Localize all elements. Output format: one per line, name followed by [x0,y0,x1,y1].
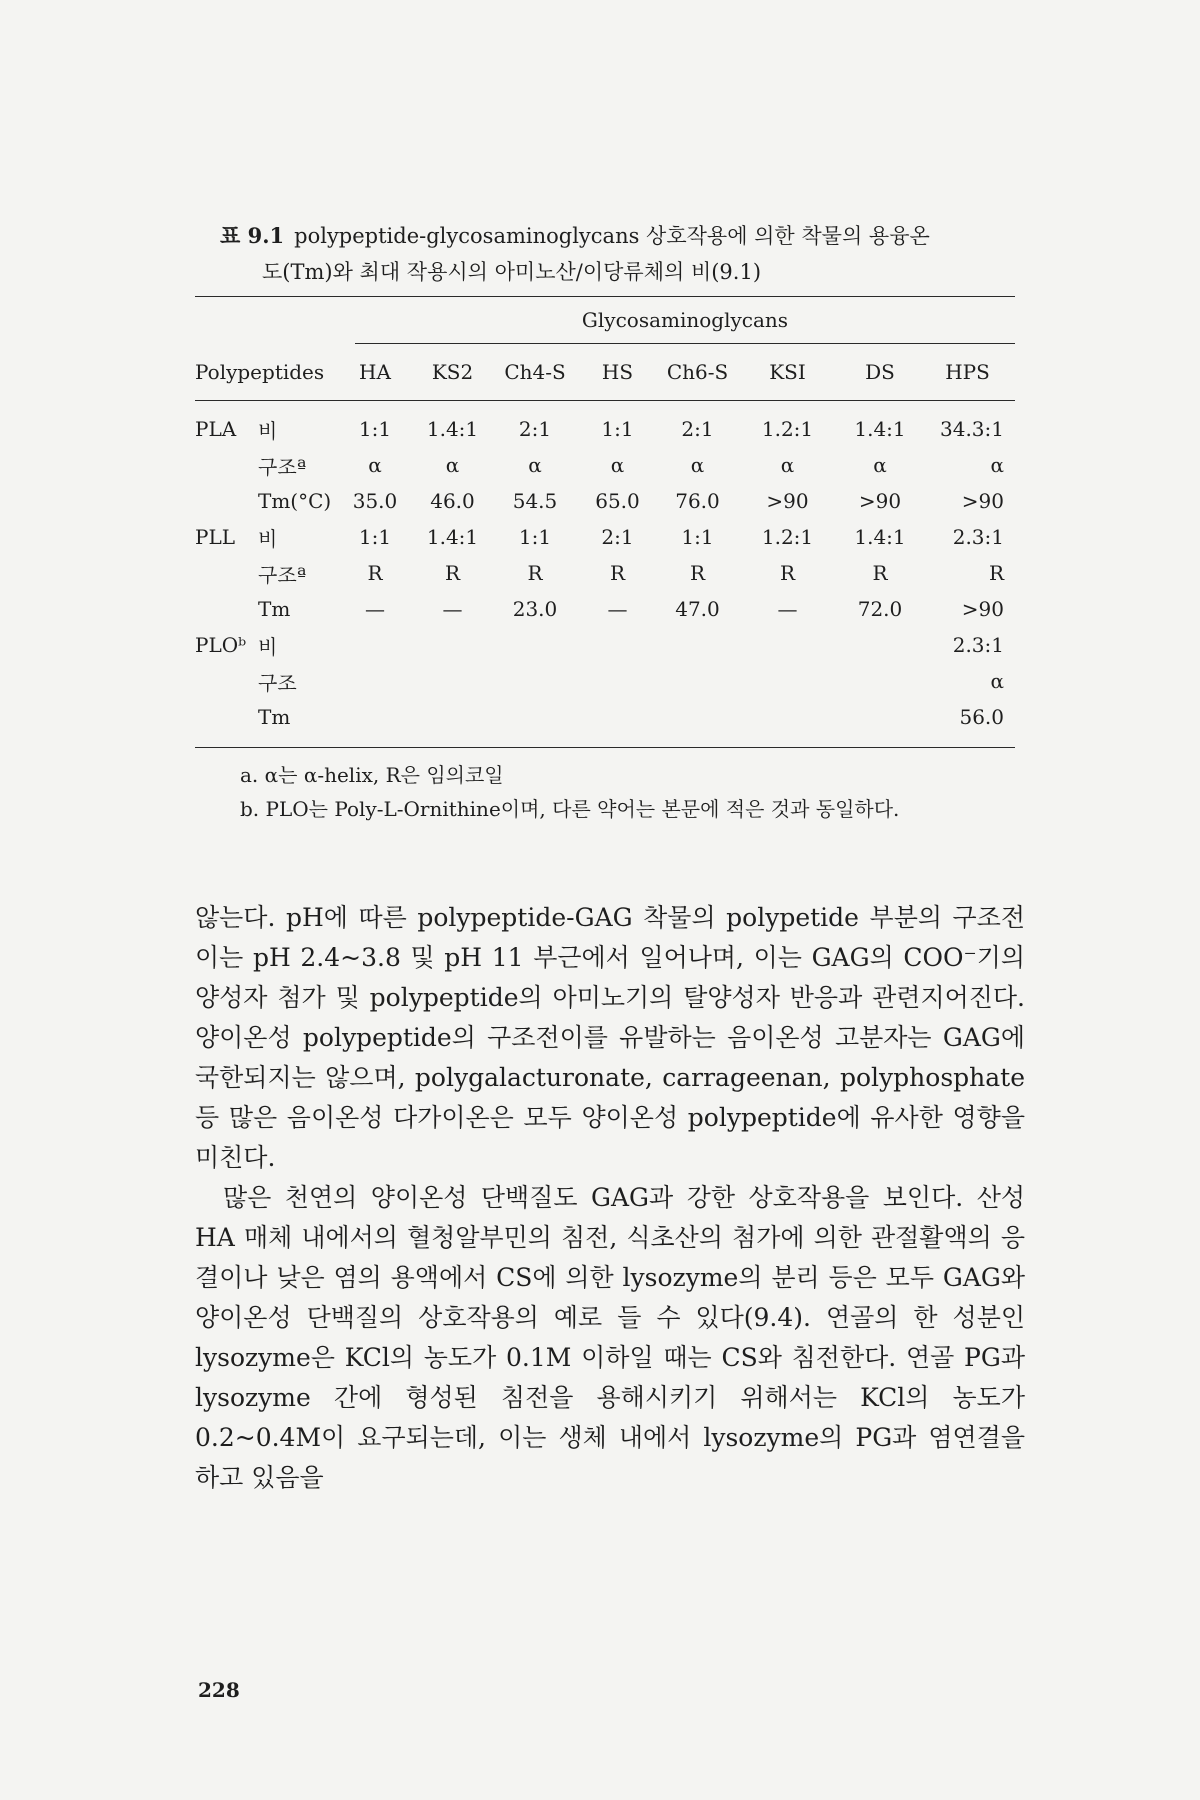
property-label: 비 [258,526,278,551]
table-row [195,519,1015,555]
polypeptide-name: PLOᵇ [195,633,247,657]
table-cell: α [445,453,460,477]
table-cell: 2:1 [601,525,634,549]
note-a: a. α는 α-helix, R은 임의코일 [240,763,504,787]
table-cell: 65.0 [595,489,640,513]
property-label: 비 [258,418,278,443]
table-label: 표 9.1 [220,223,285,248]
table-row [195,447,1015,483]
table-cell: 1.4:1 [854,525,906,549]
table-cell: R [779,561,796,585]
table-cell: α [368,453,382,477]
group-header: Glycosaminoglycans [581,308,789,332]
table-cell: R [689,561,706,585]
property-label: Tm [258,705,291,729]
caption-line-1: polypeptide-glycosaminoglycans 상호작용에 의한 착물의 용융온 [294,224,930,248]
table-cell: α [873,453,887,477]
table-cell: >90 [961,489,1004,513]
table-cell: 47.0 [675,597,720,621]
table-cell: α [690,453,705,477]
table-cell: 1:1 [601,417,634,441]
table-row [195,627,1015,663]
polypeptide-name: PLL [195,525,236,549]
property-label: 구조 [258,670,297,695]
table-cell: — [365,597,385,621]
table-cell: 1:1 [358,525,392,549]
table-cell: R [988,561,1004,585]
property-label: 구조ª [258,454,307,479]
table-cell: 1.2:1 [761,525,814,549]
polypeptide-name: PLA [195,417,237,441]
table-cell: 76.0 [675,489,720,513]
column-header: DS [865,360,895,384]
table-cell: 1.4:1 [854,417,906,441]
column-header: HS [601,360,634,384]
table-cell: 1:1 [358,417,392,441]
table-cell: α [990,669,1004,693]
table-row [195,483,1015,519]
column-header: KSI [769,360,806,384]
table-cell: R [527,561,543,585]
paragraph: 않는다. pH에 따른 polypeptide-GAG 착물의 polypetide 부분의 구조전이는 pH 2.4~3.8 및 pH 11 부근에서 일어나며, 이는 GAG의 COO⁻기의 양성자 첨가 및 polypeptide의 아미노기의 탈양성자 반응과 관련지어진다. 양이온성 polypeptide의 구조전이를 유발하는 음이온성 고분자는 GAG에 국한되지는 않으며, polygalacturonate, carrageenan, polyphosphate 등 많은 음이온성 다가이온은 모두 양이온성 polypeptide에 유사한 영향을 미친다. [195,903,1025,1172]
table-row [195,699,1015,735]
table-cell: 35.0 [352,489,398,513]
table-cell: 72.0 [857,597,903,621]
property-label: 비 [258,634,278,659]
data-table [195,296,1015,748]
table-row [195,591,1015,627]
column-header: HPS [945,360,990,384]
page-number: 228 [198,1678,240,1702]
table-cell: — [607,597,628,621]
table-cell: 1:1 [681,525,714,549]
caption-line-2: 도(Tm)와 최대 작용시의 아미노산/이당류체의 비(9.1) [262,260,762,284]
table-cell: R [367,561,383,585]
column-header: KS2 [431,360,474,384]
table-cell: α [990,453,1004,477]
paragraph: 많은 천연의 양이온성 단백질도 GAG과 강한 상호작용을 보인다. 산성 HA 매체 내에서의 혈청알부민의 침전, 식초산의 첨가에 의한 관절활액의 응결이나 낮은 염의 용액에서 CS에 의한 lysozyme의 분리 등은 모두 GAG와 양이온성 단백질의 상호작용의 예로 들 수 있다(9.4). 연골의 한 성분인 lysozyme은 KCl의 농도가 0.1M 이하일 때는 CS와 침전한다. 연골 PG과 lysozyme 간에 형성된 침전을 용해시키기 위해서는 KCl의 농도가 0.2~0.4M이 요구되는데, 이는 생체 내에서 lysozyme의 PG과 염연결을 하고 있음을 [195,1183,1025,1492]
body-text [195,898,1025,1498]
column-header: HA [359,360,391,384]
table-cell: 56.0 [959,705,1004,729]
table-cell: 23.0 [512,597,558,621]
table-cell: >90 [766,489,809,513]
table-notes [240,758,1020,826]
polypeptides-header: Polypeptides [195,360,325,384]
table-cell: α [610,453,625,477]
column-header: Ch4-S [504,360,566,384]
column-header: Ch6-S [666,360,729,384]
table-row [195,411,1015,447]
property-label: 구조ª [258,562,307,587]
table-cell: 2.3:1 [952,633,1004,657]
column-header-row [195,344,1015,400]
table-cell: 2:1 [518,417,552,441]
table-cell: >90 [961,597,1004,621]
note-b: b. PLO는 Poly-L-Ornithine이며, 다른 약어는 본문에 적은 것과 동일하다. [240,797,900,821]
table-cell: 54.5 [512,489,558,513]
table-row [195,555,1015,591]
table-cell: 1.4:1 [426,417,479,441]
table-cell: 34.3:1 [940,417,1004,441]
table-cell: >90 [858,489,902,513]
table-cell: 2.3:1 [952,525,1004,549]
table-cell: R [609,561,626,585]
table-row [195,663,1015,699]
table-bottom-rule [195,747,1015,748]
table-cell: α [780,453,795,477]
table-cell: 1.2:1 [761,417,814,441]
table-cell: R [444,561,461,585]
table-cell: — [777,597,798,621]
table-caption [220,218,1020,290]
table-cell: R [872,561,888,585]
table-cell: α [528,453,542,477]
table-body [195,401,1015,747]
property-label: Tm(°C) [258,489,332,513]
table-cell: 1.4:1 [426,525,479,549]
table-cell: 46.0 [430,489,475,513]
table-cell: 1:1 [518,525,552,549]
property-label: Tm [258,597,291,621]
table-cell: 2:1 [681,417,714,441]
table-cell: — [442,597,463,621]
